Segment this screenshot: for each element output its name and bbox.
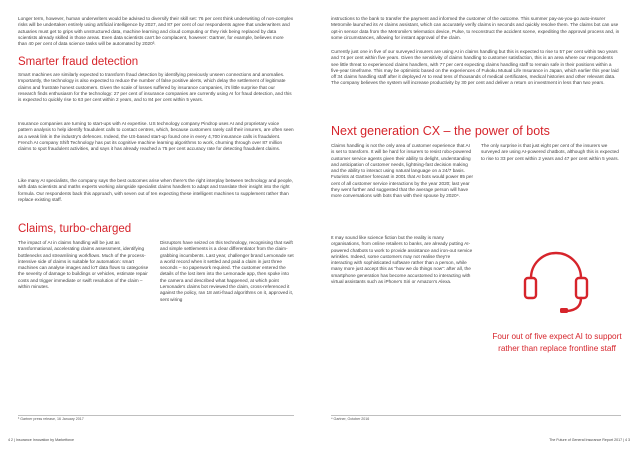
fraud-paragraph-1: Smart machines are similarly expected to transform fraud detection by identifying previously unseen connections and anomalies. Importantly, the technology is also expected to reduce the number of false positive alerts, which delay the settlement of legitimate claims and frustrate honest customers. Given the scale of losses suffered by insurance companies, it's little surprise that our research finds enthusiasm for the technology: 27 per cent of insurance companies are currently using AI for fraud detection, and this is expected to quickly rise to 63 per cent within 2 years, and to 84 per cent within 5 years. <box>18 72 292 103</box>
claims-heading: Claims, turbo-charged <box>18 223 132 235</box>
right-footnote-divider <box>331 415 621 416</box>
right-footnote: ⁴ Gartner, October 2016 <box>331 417 370 421</box>
footnote: ³ Gartner press release, 16 January 2017 <box>18 417 84 421</box>
cx-heading: Next generation CX – the power of bots <box>331 124 550 138</box>
footnote-divider <box>18 415 294 416</box>
page-footer-right: The Future of General Insurance Report 2017 | 4 3 <box>549 438 630 442</box>
right-intro-paragraph-2: Currently just one in five of our surveyed insurers are using AI in claims handling but this is expected to rise to 57 per cent within two years and 74 per cent within five years. Given the sensitivity of claims handling to customer satisfaction, this is an area where our respondents see little threat to experienced claims handlers, with 77 per cent expecting claims handling staff to remain safe in their positions within a five-year timeframe. This may be optimistic based on the experiences of Fukoku Mutual Life Insurance in Japan, which earlier this year laid off 34 claims handling staff after it deployed AI to read tens of thousands of medical certificates, medical histories and other relevant data. The company believes the system will increase productivity by 30 per cent and deliver a return on investment in less than two years. <box>331 49 619 86</box>
cx-paragraph-1: Claims handling is not the only area of customer experience that AI is set to transform. It will be hard for insurers to resist robo-powered customer service agents given their ability to delight, understanding and anticipation of customer needs, lightning-fast decision making and the ability to interact using natural language on a 24/7 basis. Futurists at Gartner forecast in 2001 that AI bots would power 85 per cent of all customer service interactions by the year 2020; last year they went further and suggested that the average person will have more conversations with bots than with their spouse by 2020⁴. <box>331 143 474 199</box>
pull-quote: Four out of five expect AI to support rather than replace frontline staff <box>492 332 622 354</box>
page-footer-left: 4 2 | Insurance Innovation by Marketforce <box>8 438 75 442</box>
intro-paragraph: Longer term, however, human underwriters would be advised to diversify their skill set: 76 per cent think underwriting of non-complex risks will be undertaken entirely using artificial intelligence by 2027, and 87 per cent of our respondents agree that underwriters and actuaries must get to grips with unstructured data, machine learning and cloud computing or they risk being replaced by data scientists already skilled in those areas. Even data scientists can't be complacent, however: Gartner, for example, believes more than 40 per cent of data science tasks will be automated by 2020³. <box>18 16 294 47</box>
cx-paragraph-2: It may sound like science fiction but the reality is many organisations, from online retailers to banks, are already putting AI-powered chatbots to work to provide assistance and iron-out service wrinkles. Indeed, some customers may not realise they're interacting with sophisticated software rather than a person, while many more just accept this as "how we do things now": after all, the smartphone generation has become accustomed to interacting with virtual assistants such as iPhone's Siri or Amazon's Alexa. <box>331 235 473 285</box>
headset-icon <box>511 238 601 318</box>
right-intro-paragraph-1: instructions to the bank to transfer the payment and informed the customer of the outcome. This summer pay-as-you-go auto-insurer Metromile launched its AI claims assistant, which can accurately verify claims in seconds and quickly resolve them. The claims bot can use opt-in sensor data from the Metromile's telematics device, Pulse, to reconstruct the accident scene, expediting the approval process and, in some circumstances, allowing for instant approval of the claim. <box>331 16 620 40</box>
claims-column-1: The impact of AI in claims handling will be just as transformational, accelerating claims assessment, identifying bottlenecks and streamlining workflows. Much of the process-intensive side of claims is suitable for automation: smart machines can analyse images and loT data flows to categorise the severity of damage to buildings or vehicles, estimate repair costs and trigger immediate or swift resolution of the claim – within minutes. <box>18 240 149 290</box>
cx-column-2: The only surprise is that just eight per cent of the insurers we surveyed are using AI-powered chatbots, although this is expected to rise to 33 per cent within 2 years and 47 per cent within 5 years. <box>481 143 619 161</box>
fraud-paragraph-2: Insurance companies are turning to start-ups with AI expertise. US technology company Pindrop uses AI and proprietary voice pattern analysis to help identify fraudulent calls to contact centres, which, because customers rarely call their insurers, are often seen as a weak link in the industry's defences. Indeed, the US-based start-up found one in every 4,700 insurance calls is fraudulent. French AI company Shift Technology has put its cognitive machine learning algorithms to work, churning through over 87 million claims to spot fraudulent activities, and says it has already reached a 75 per cent accuracy rate for detecting fraudulent claims. <box>18 121 294 152</box>
fraud-heading: Smarter fraud detection <box>18 56 139 68</box>
fraud-paragraph-3: Like many AI specialists, the company says the best outcomes arise when there's the right interplay between technology and people, with data scientists and maths experts working alongside specialist claims handlers to adapt and translate their insight into the right formula. Our respondents back this approach, with seven out of ten expecting these intelligent machines to supplement rather than replace existing staff. <box>18 178 294 202</box>
claims-column-2: Disruptors have seized on this technology, recognising that swift and simple settlements is a clear differentiator from the claim-grabbing incumbents. Last year, challenger brand Lemonade set a world record when it settled and paid a claim in just three seconds – no paperwork required. The customer entered the details of the lost item into the Lemonade app, then spoke into the camera and described what happened, at which point Lemonade's claims bot reviewed the claim, cross-referenced it against the policy, ran 18 anti-fraud algorithms on it, approved it, sent wiring <box>160 240 294 302</box>
